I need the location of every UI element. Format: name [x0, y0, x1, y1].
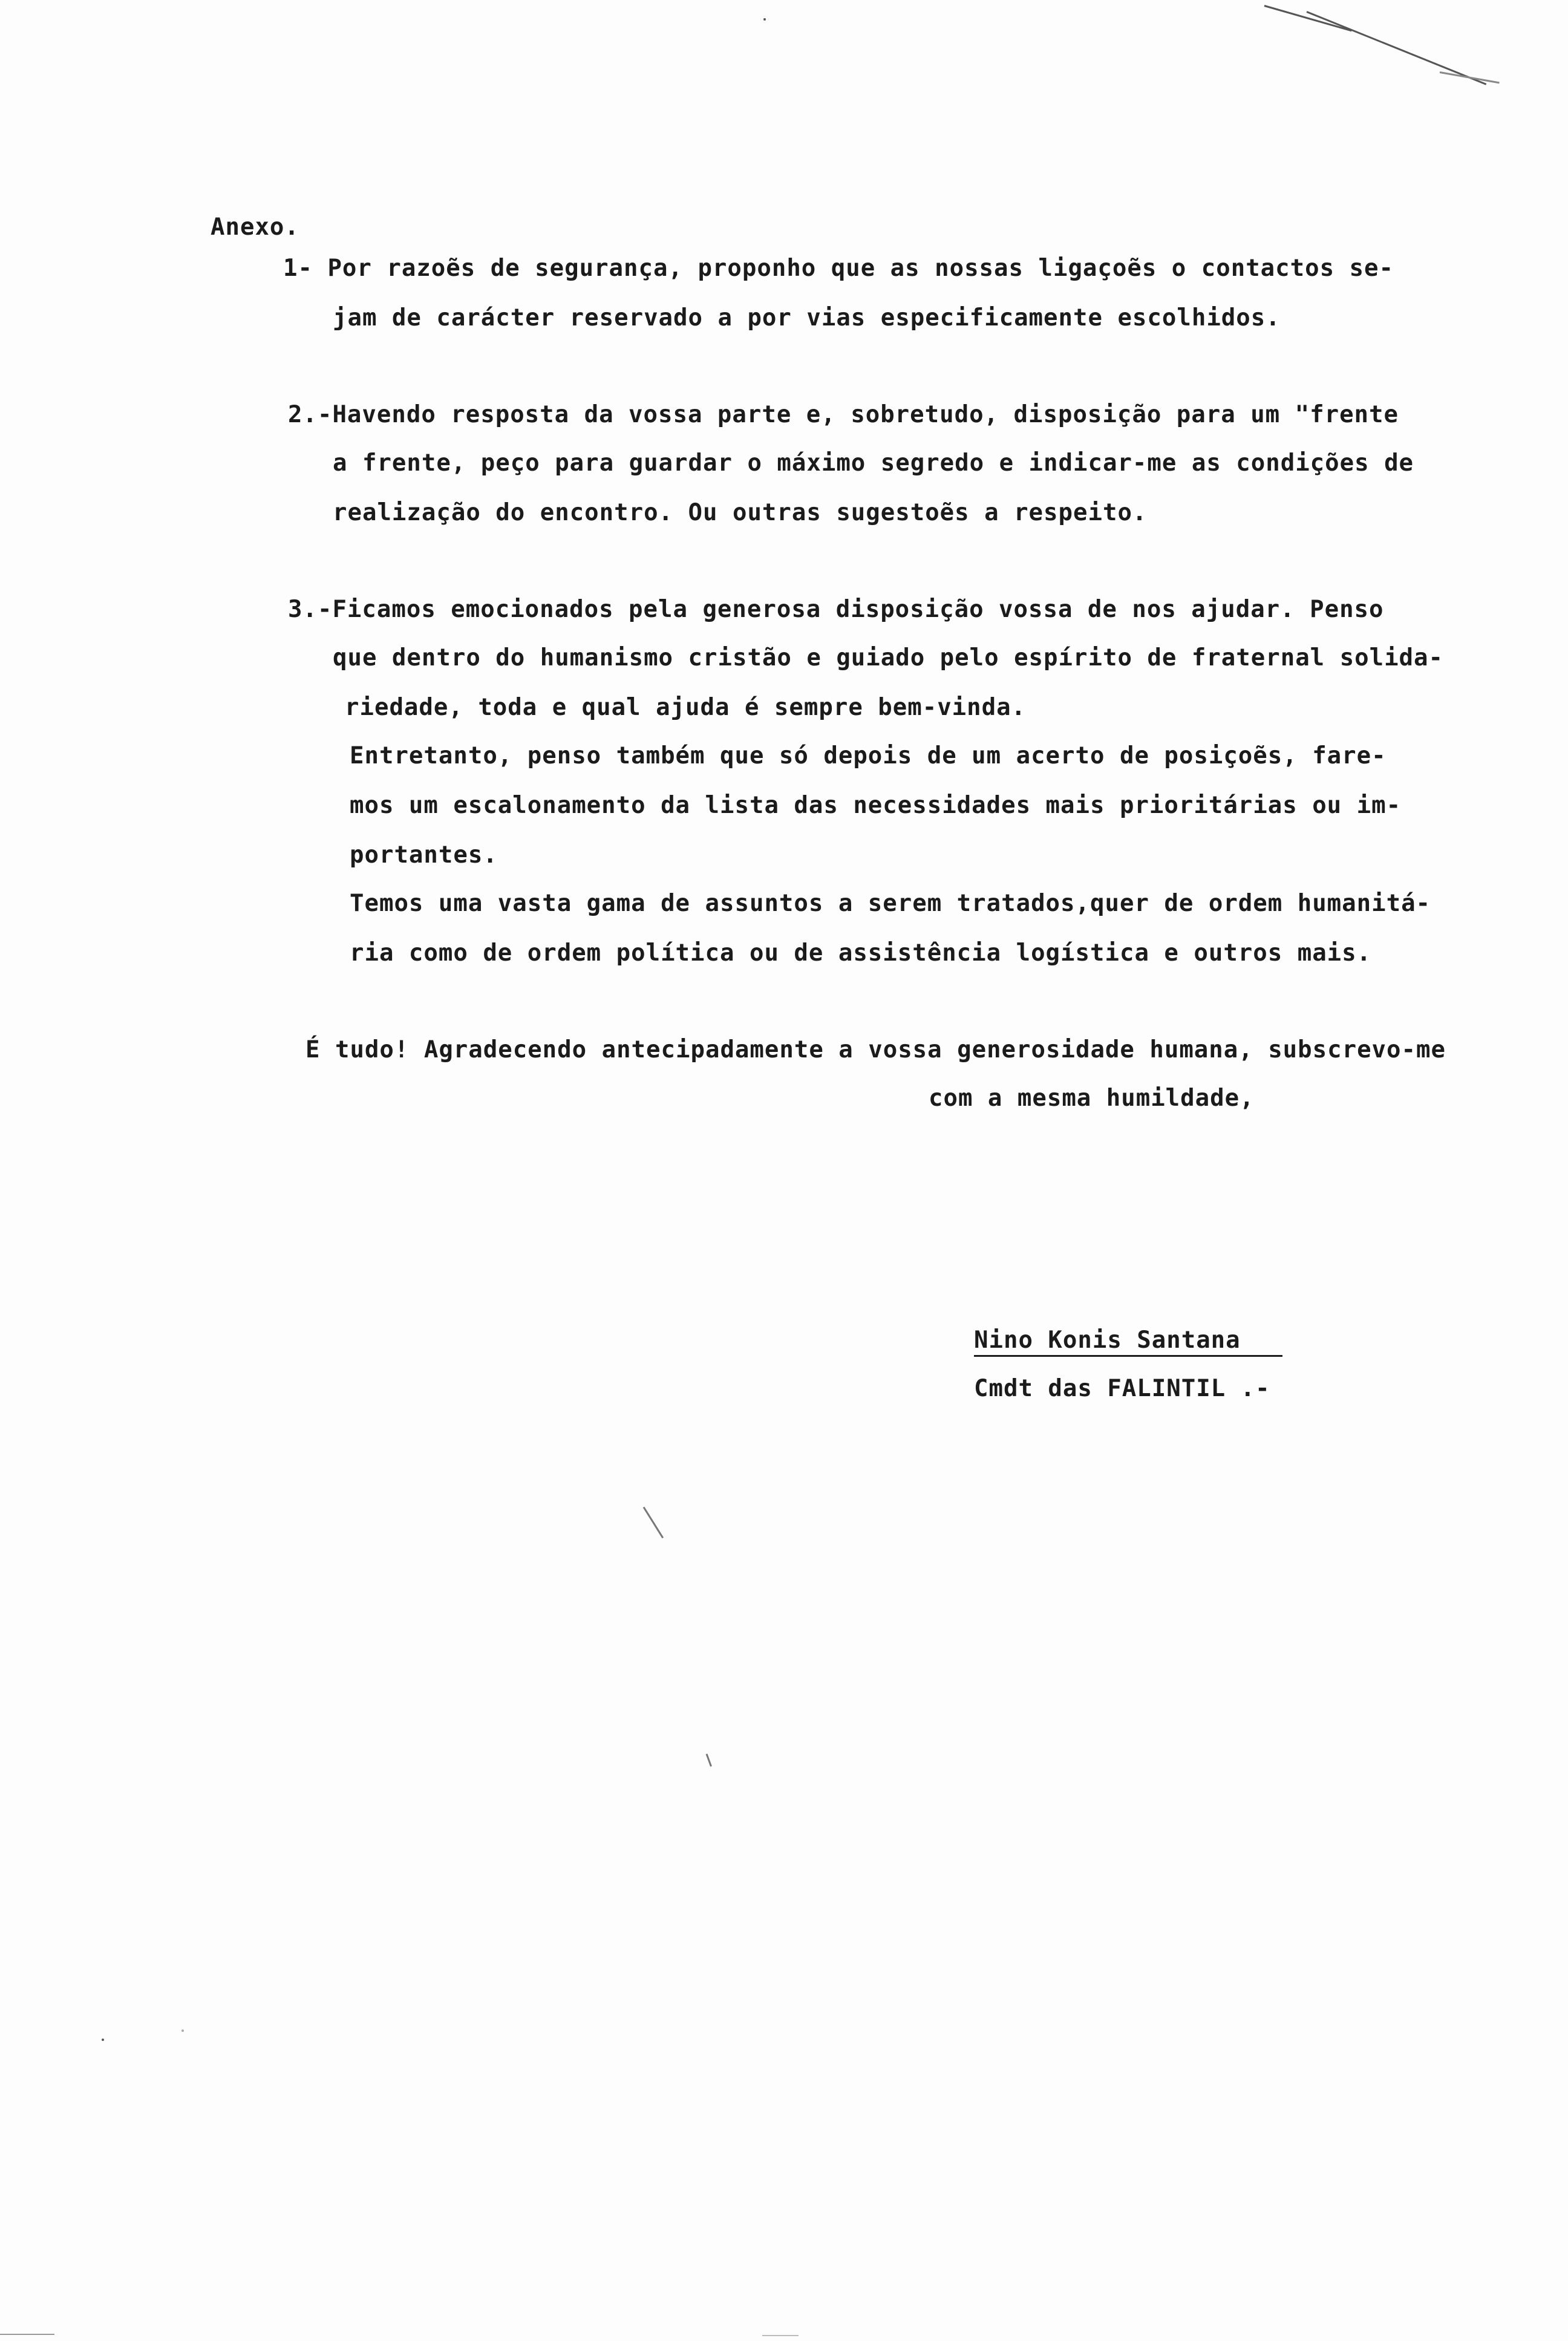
scan-mark: [1306, 11, 1486, 85]
item-3-line-7: Temos uma vasta gama de assuntos a serem tratados,quer de ordem humanitá-: [350, 890, 1431, 917]
scan-mark: [1440, 71, 1500, 83]
item-1-line-2: jam de carácter reservado a por vias especificamente escolhidos.: [333, 304, 1281, 331]
signature-title: Cmdt das FALINTIL .-: [974, 1375, 1270, 1402]
signature-underline: [974, 1355, 1282, 1357]
scan-speck: [102, 2039, 104, 2041]
item-3-line-1: 3.-Ficamos emocionados pela generosa disposição vossa de nos ajudar. Penso: [288, 596, 1384, 623]
scan-speck: [181, 2029, 184, 2032]
signature-name: Nino Konis Santana: [974, 1327, 1241, 1354]
item-2-line-2: a frente, peço para guardar o máximo segredo e indicar-me as condições de: [333, 449, 1414, 477]
closing-line-1: É tudo! Agradecendo antecipadamente a vossa generosidade humana, subscrevo-me: [305, 1036, 1446, 1063]
item-3-line-6: portantes.: [350, 841, 498, 869]
item-3-line-5: mos um escalonamento da lista das necessidades mais prioritárias ou im-: [350, 792, 1402, 819]
scan-speck: [763, 18, 766, 21]
scan-mark: [0, 2334, 54, 2335]
item-1-line-1: 1- Por razoẽs de segurança, proponho que as nossas ligaçoẽs o contactos se-: [283, 255, 1394, 282]
item-3-line-4: Entretanto, penso também que só depois de um acerto de posiçoẽs, fare-: [350, 742, 1387, 769]
item-3-line-3: riedade, toda e qual ajuda é sempre bem-vinda.: [345, 694, 1027, 721]
item-3-line-2: que dentro do humanismo cristão e guiado pelo espírito de fraternal solida-: [333, 644, 1443, 671]
scan-mark: [762, 2335, 799, 2336]
scan-mark: [643, 1507, 664, 1538]
item-2-line-1: 2.-Havendo resposta da vossa parte e, sobretudo, disposição para um "frente: [288, 401, 1399, 428]
closing-line-2: com a mesma humildade,: [929, 1085, 1255, 1112]
annex-heading: Anexo.: [211, 214, 299, 241]
scan-mark: [706, 1754, 712, 1767]
item-3-line-8: ria como de ordem política ou de assistência logística e outros mais.: [350, 939, 1372, 967]
item-2-line-3: realização do encontro. Ou outras sugestoẽs a respeito.: [333, 499, 1148, 526]
scan-mark: [1264, 5, 1352, 31]
